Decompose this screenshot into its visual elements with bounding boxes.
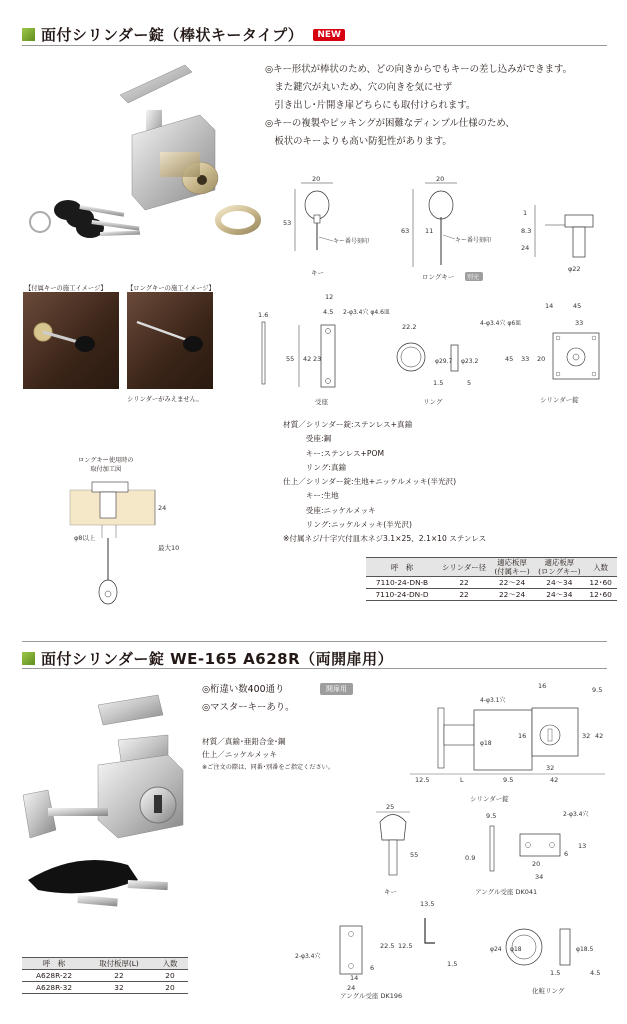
section1-materials — [283, 418, 486, 547]
photo2-caption: 【ロングキーの施工イメージ】 — [127, 285, 215, 292]
key-drawings — [275, 175, 615, 285]
s2-dim-16b: 16 — [518, 732, 527, 740]
receiver-dim-55: 55 — [286, 355, 295, 363]
key-in-lock-icon — [23, 292, 119, 389]
s2-angle-dk041 — [460, 806, 615, 896]
desc-line: また鍵穴が丸いため、穴の向きを気にせず — [265, 82, 453, 93]
cyl-dim-20: 20 — [537, 355, 546, 363]
table-cell: 24～34 — [534, 577, 585, 589]
section2-rule — [22, 668, 607, 669]
longkey-dim-20: 20 — [436, 175, 445, 183]
table-header-row — [22, 958, 188, 970]
s2-dim-32b: 32 — [546, 764, 555, 772]
table-header: シリンダー径 — [438, 558, 490, 577]
table-header: 適応板厚 (付属キー) — [490, 558, 534, 577]
receiver-label: 受座 — [315, 398, 328, 406]
section1-rule — [22, 45, 607, 46]
s2-key-drawing — [368, 802, 428, 897]
material-line: リング:ニッケルメッキ(半光沢) — [283, 520, 412, 530]
dk196-label: アングル受座 DK196 — [340, 992, 403, 1000]
dk196-dim-125: 12.5 — [398, 942, 413, 950]
material-line: 材質／シリンダー錠:ステンレス+真鍮 — [283, 420, 413, 429]
section2-title-text: 面付シリンダー錠 WE-165 A628R（両開扉用） — [41, 650, 394, 668]
cyl-side-dim-24: 24 — [521, 244, 530, 252]
section-marker-icon — [22, 652, 35, 665]
plate-dim-16: 1.6 — [258, 311, 269, 319]
dk041-label: アングル受座 DK041 — [475, 888, 538, 896]
s2-key-dim-55: 55 — [410, 851, 419, 859]
open-door-tag: 開扉用 — [320, 683, 353, 695]
cyl-label: シリンダー錠 — [540, 396, 579, 404]
table-header: 取付板厚(L) — [86, 958, 152, 970]
feature-line: ◎桁違い数400通り — [202, 684, 285, 695]
material-line: リング:真鍮 — [283, 462, 347, 472]
desc-line: ◎キー形状が棒状のため、どの向きからでもキーの差し込みができます。 — [265, 64, 572, 75]
table-header: 呼 称 — [22, 958, 86, 970]
section1-title-text: 面付シリンダー錠（棒状キータイプ） — [41, 26, 304, 44]
longkey-number-label: キー番号刻印 — [455, 237, 492, 244]
desc-line: ◎キーの複製やピッキングが困難なディンプル仕様のため、 — [265, 118, 515, 129]
key-label: キー — [311, 269, 324, 277]
material-line: 仕上／ニッケルメッキ — [202, 750, 278, 759]
dk041-dim-34: 34 — [535, 873, 544, 881]
s2-dim-phi18: φ18 — [480, 740, 492, 747]
section2-title — [22, 648, 393, 669]
install-title-line: 取付加工図 — [90, 466, 122, 473]
section1-spec-table — [366, 557, 617, 601]
material-line: 材質／真鍮･亜鉛合金･鋼 — [202, 737, 286, 746]
key-number-label: キー番号刻印 — [333, 238, 370, 245]
table-header: 適応板厚 (ロングキー) — [534, 558, 585, 577]
s2-hole-label: 4-φ3.1穴 — [480, 697, 506, 704]
table-cell: 22 — [86, 970, 152, 982]
install-title-line: ロングキー使用時の — [78, 457, 134, 464]
product-photo-1 — [20, 60, 265, 245]
ring2-dim-phi24: φ24 — [490, 946, 502, 953]
dk041-dim-20: 20 — [532, 860, 541, 868]
s2-dim-32: 32 — [582, 732, 591, 740]
dk041-dim-95: 9.5 — [486, 812, 497, 820]
s2-dim-95b: 9.5 — [503, 776, 514, 784]
s2-cylinder-label: シリンダー錠 — [470, 795, 509, 803]
material-line: キー:ステンレス+POM — [283, 448, 385, 458]
s2-dim-L: L — [460, 776, 464, 784]
s2-cylinder-drawing — [410, 680, 610, 805]
receiver-dim-23: 23 — [313, 355, 322, 363]
ring-dim-phi232: φ23.2 — [461, 358, 479, 365]
dk041-dim-09: 0.9 — [465, 854, 476, 862]
longkey-dim-11: 11 — [425, 227, 434, 235]
install-dim-max10: 最大10 — [158, 544, 180, 552]
ring-label: リング — [423, 398, 443, 406]
table-cell: 32 — [86, 982, 152, 994]
s2-dim-125: 12.5 — [415, 776, 430, 784]
key-dim-53: 53 — [283, 219, 292, 227]
table-cell: 24～34 — [534, 589, 585, 601]
dk196-dim-135: 13.5 — [420, 900, 435, 908]
section2-rule-top — [22, 641, 607, 642]
order-note: ※ご注文の際は、同番･別番をご指定ください。 — [202, 764, 335, 771]
install-dim-phi8: φ8以上 — [74, 534, 96, 542]
cyl-side-dim-phi22: φ22 — [568, 265, 581, 273]
table-cell: 22～24 — [490, 577, 534, 589]
long-key-in-lock-icon — [127, 292, 213, 389]
s2-key-label: キー — [384, 888, 397, 896]
cyl-dim-45b: 45 — [505, 355, 514, 363]
ring-dim-phi297: φ29.7 — [435, 358, 453, 365]
construction-photo-2 — [127, 292, 213, 389]
section2-features — [202, 682, 295, 715]
material-line: 受座:鋼 — [283, 434, 332, 444]
cyl-side-dim-1: 1 — [523, 209, 528, 217]
construction-photo-1 — [23, 292, 119, 389]
photo2-note: シリンダーがみえません。 — [127, 396, 203, 403]
table-cell: 7110-24-DN-D — [366, 589, 438, 601]
cyl-dim-33b: 33 — [521, 355, 530, 363]
table-cell: 12･60 — [585, 577, 617, 589]
table-cell: 20 — [152, 970, 188, 982]
material-line: 受座:ニッケルメッキ — [283, 505, 376, 515]
desc-line: 引き出し･片開き扉どちらにも取付けられます。 — [265, 100, 476, 111]
s2-dim-42b: 42 — [550, 776, 559, 784]
table-cell: 7110-24-DN-B — [366, 577, 438, 589]
table-cell: 20 — [152, 982, 188, 994]
cyl-dim-33: 33 — [575, 319, 584, 327]
ring2-dim-15: 1.5 — [550, 969, 561, 977]
section2-spec-table — [22, 957, 188, 994]
product-photo-2 — [18, 690, 203, 930]
table-row — [22, 970, 188, 982]
cyl-hole-label: 4-φ3.4穴 φ6皿 — [480, 320, 522, 327]
material-line: ※付属ネジ/十字穴付皿木ネジ3.1×25、2.1×10 ステンレス — [283, 534, 487, 544]
new-badge: NEW — [313, 29, 345, 41]
cyl-dim-14: 14 — [545, 302, 554, 310]
table-cell: 22 — [438, 577, 490, 589]
section1-description — [265, 62, 572, 149]
dk196-dim-15: 1.5 — [447, 960, 458, 968]
s2-key-dim-25: 25 — [386, 803, 395, 811]
s2-decor-ring — [480, 925, 615, 1000]
table-header-row — [366, 558, 617, 577]
dk196-dim-24: 24 — [347, 984, 356, 992]
install-title — [78, 455, 134, 473]
ring2-label: 化粧リング — [532, 987, 565, 995]
table-header: 呼 称 — [366, 558, 438, 577]
section2-materials — [202, 735, 334, 774]
install-dim-24: 24 — [158, 504, 167, 512]
table-cell: 22 — [438, 589, 490, 601]
photo1-caption: 【付属キーの施工イメージ】 — [25, 285, 107, 292]
receiver-dim-45: 4.5 — [323, 308, 334, 316]
ring2-dim-45: 4.5 — [590, 969, 601, 977]
ring-dim-15: 1.5 — [433, 379, 444, 387]
section-marker-icon — [22, 28, 35, 41]
feature-line: ◎マスターキーあり。 — [202, 702, 295, 713]
receiver-dim-12: 12 — [325, 293, 334, 301]
receiver-dim-42: 42 — [303, 355, 312, 363]
material-line: 仕上／シリンダー錠:生地+ニッケルメッキ(半光沢) — [283, 477, 457, 487]
receiver-hole-label: 2-φ3.4穴 φ4.6皿 — [343, 309, 390, 316]
ring-dim-5: 5 — [467, 379, 472, 387]
dk196-dim-14: 14 — [350, 974, 359, 982]
s2-dim-42: 42 — [595, 732, 604, 740]
table-row — [366, 589, 617, 601]
ring2-dim-phi185: φ18.5 — [576, 946, 594, 953]
cyl-side-dim-83: 8.3 — [521, 227, 532, 235]
dk041-dim-6: 6 — [564, 850, 569, 858]
sold-separately-tag: 別売 — [467, 274, 480, 281]
dk041-dim-13: 13 — [578, 842, 587, 850]
section1-title — [22, 24, 345, 45]
ring2-dim-phi18: φ18 — [510, 946, 522, 953]
table-cell: 12･60 — [585, 589, 617, 601]
dk041-hole-label: 2-φ3.4穴 — [563, 811, 589, 818]
s2-dim-95a: 9.5 — [592, 686, 603, 694]
table-header: 入数 — [152, 958, 188, 970]
parts-drawings — [255, 295, 615, 410]
table-row — [22, 982, 188, 994]
material-line: キー:生地 — [283, 491, 339, 501]
s2-dim-16: 16 — [538, 682, 547, 690]
table-row — [366, 577, 617, 589]
dk196-dim-6: 6 — [370, 964, 375, 972]
dk196-hole-label: 2-φ3.4穴 — [295, 953, 321, 960]
table-cell: A628R-22 — [22, 970, 86, 982]
table-cell: 22～24 — [490, 589, 534, 601]
s2-angle-dk196 — [295, 898, 465, 998]
install-drawing — [60, 478, 180, 618]
cyl-dim-45: 45 — [573, 302, 582, 310]
longkey-dim-63: 63 — [401, 227, 410, 235]
dk196-dim-225: 22.5 — [380, 942, 395, 950]
longkey-label: ロングキー — [422, 273, 455, 281]
table-cell: A628R-32 — [22, 982, 86, 994]
desc-line: 板状のキーよりも高い防犯性があります。 — [265, 136, 452, 147]
key-dim-20: 20 — [312, 175, 321, 183]
ring-dim-222: 22.2 — [402, 323, 417, 331]
table-header: 入数 — [585, 558, 617, 577]
